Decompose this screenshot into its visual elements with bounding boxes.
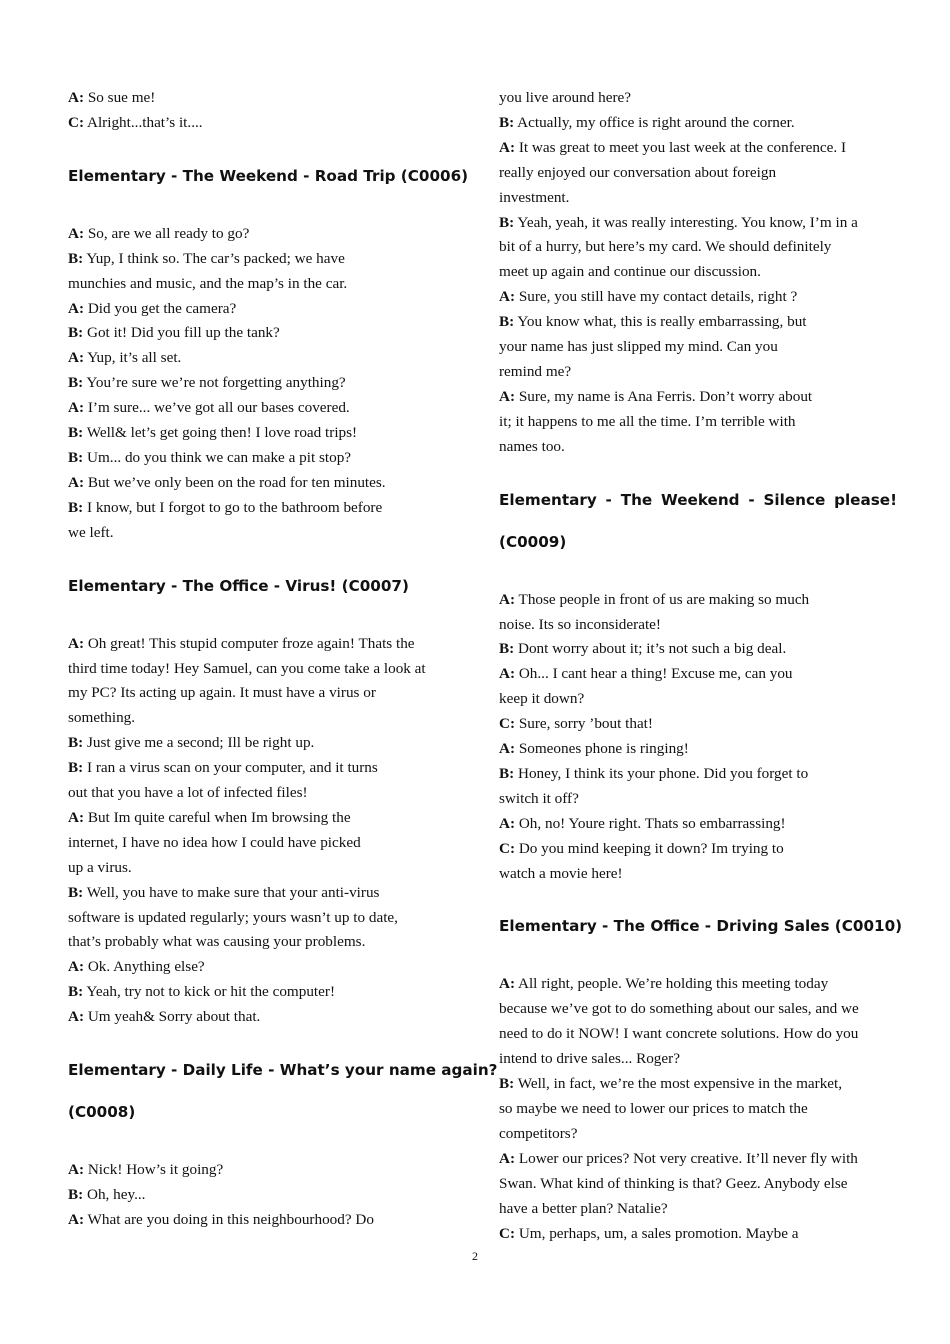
dialogue-line: [499, 111, 897, 136]
spacer: [499, 460, 897, 488]
spacer: [68, 1124, 468, 1158]
dialogue-text: munchies and music, and the map’s in the car.: [68, 274, 348, 292]
dialogue-text: something.: [68, 709, 136, 727]
speaker-label: B:: [68, 759, 84, 777]
dialogue-text: names too.: [499, 437, 565, 455]
dialogue-text: Do you mind keeping it down? Im trying to: [515, 839, 784, 857]
dialogue-text: I ran a virus scan on your computer, and it turns: [83, 759, 378, 777]
dialogue-text: Oh, hey...: [83, 1186, 146, 1203]
speaker-label: B:: [68, 424, 84, 442]
speaker-label: A:: [499, 740, 516, 758]
dialogue-line: [499, 613, 897, 638]
dialogue-text: You know what, this is really embarrassing, but: [514, 313, 807, 331]
dialogue-line: [499, 410, 897, 435]
dialogue-text: you live around here?: [499, 89, 631, 106]
dialogue-text: Sure, sorry ’bout that!: [515, 715, 653, 733]
dialogue-text: I know, but I forgot to go to the bathroom before: [83, 498, 383, 516]
dialogue-text: Lower our prices? Not very creative. It’ll never fly with: [515, 1149, 858, 1167]
dialogue-text: Yeah, yeah, it was really interesting. You know, I’m in a: [514, 213, 858, 231]
speaker-label: A:: [68, 89, 85, 106]
dialogue-line: [68, 1005, 468, 1030]
dialogue-line: [68, 681, 468, 706]
speaker-label: A:: [499, 975, 516, 993]
speaker-label: B:: [68, 883, 84, 901]
dialogue-text: Ok. Anything else?: [84, 958, 205, 976]
section-heading: (C0008): [68, 1103, 136, 1122]
dialogue-line: [499, 235, 897, 260]
speaker-label: B:: [499, 113, 515, 131]
dialogue-text: What are you doing in this neighbourhood? Do: [84, 1210, 374, 1228]
speaker-label: A:: [499, 590, 516, 608]
dialogue-text: Well, you have to make sure that your anti-virus: [83, 883, 380, 901]
dialogue-line: [68, 346, 468, 371]
dialogue-line: [499, 762, 897, 787]
dialogue-text: Um, perhaps, um, a sales promotion. Maybe a: [515, 1224, 799, 1242]
dialogue-line: [499, 285, 897, 310]
spacer: [68, 546, 468, 574]
section-heading: Elementary - The Office - Driving Sales (C0010): [499, 917, 903, 936]
spacer: [68, 1030, 468, 1058]
speaker-label: B:: [499, 1075, 515, 1093]
dialogue-line: [499, 1147, 897, 1172]
dialogue-text: really enjoyed our conversation about foreign: [499, 163, 777, 181]
dialogue-line: [499, 837, 897, 862]
speaker-label: A:: [68, 958, 85, 976]
dialogue-line: [68, 1158, 468, 1183]
dialogue-text: out that you have a lot of infected files!: [68, 784, 308, 802]
dialogue-text: Sure, my name is Ana Ferris. Don’t worry about: [515, 387, 813, 405]
dialogue-line: [68, 1208, 468, 1233]
dialogue-line: [68, 881, 468, 906]
speaker-label: A:: [68, 1161, 85, 1179]
dialogue-text: You’re sure we’re not forgetting anything?: [83, 374, 346, 392]
dialogue-line: [499, 385, 897, 410]
dialogue-text: Dont worry about it; it’s not such a big deal.: [514, 640, 787, 658]
dialogue-line: [499, 335, 897, 360]
dialogue-line: [499, 186, 897, 211]
speaker-label: A:: [68, 1008, 85, 1026]
dialogue-text: have a better plan? Natalie?: [499, 1199, 668, 1217]
dialogue-text: But Im quite careful when Im browsing the: [84, 808, 351, 826]
dialogue-line: [499, 637, 897, 662]
dialogue-text: Alright...that’s it....: [84, 113, 203, 131]
dialogue-text: my PC? Its acting up again. It must have a virus or: [68, 684, 376, 702]
dialogue-text: it; it happens to me all the time. I’m terrible with: [499, 412, 796, 430]
speaker-label: B:: [68, 448, 84, 466]
spacer: [68, 136, 468, 164]
dialogue-text: Got it! Did you fill up the tank?: [83, 324, 280, 342]
dialogue-line: [68, 272, 468, 297]
spacer: [68, 1082, 468, 1100]
dialogue-text: It was great to meet you last week at the conference. I: [515, 138, 847, 156]
dialogue-text: Oh... I cant hear a thing! Excuse me, can you: [515, 665, 793, 683]
dialogue-line: [68, 111, 468, 136]
dialogue-text: All right, people. We’re holding this meeting today: [515, 975, 829, 993]
dialogue-text: Did you get the camera?: [84, 299, 237, 317]
dialogue-line: [68, 321, 468, 346]
dialogue-line: [68, 980, 468, 1005]
dialogue-line: [68, 371, 468, 396]
dialogue-line: [68, 86, 468, 111]
dialogue-line: [499, 862, 897, 887]
dialogue-line: [499, 787, 897, 812]
dialogue-text: Oh great! This stupid computer froze again! Thats the: [84, 634, 415, 652]
dialogue-text: investment.: [499, 188, 570, 206]
dialogue-line: [68, 632, 468, 657]
speaker-label: B:: [68, 374, 84, 392]
dialogue-line: [68, 731, 468, 756]
dialogue-line: [499, 161, 897, 186]
dialogue-text: Yup, it’s all set.: [84, 349, 182, 367]
dialogue-line: [68, 446, 468, 471]
dialogue-line: [499, 360, 897, 385]
dialogue-text: Well, in fact, we’re the most expensive in the market,: [514, 1075, 843, 1093]
dialogue-text: Um... do you think we can make a pit stop?: [83, 448, 352, 466]
dialogue-line: [68, 222, 468, 247]
dialogue-line: [68, 831, 468, 856]
speaker-label: B:: [499, 313, 515, 331]
speaker-label: B:: [499, 213, 515, 231]
spacer: [499, 938, 897, 972]
speaker-label: C:: [499, 1224, 516, 1242]
speaker-label: C:: [68, 113, 85, 131]
dialogue-text: But we’ve only been on the road for ten minutes.: [84, 473, 386, 491]
dialogue-text: So sue me!: [84, 89, 156, 106]
dialogue-line: [68, 396, 468, 421]
speaker-label: B:: [68, 1186, 84, 1203]
dialogue-line: [68, 297, 468, 322]
dialogue-text: internet, I have no idea how I could have picked: [68, 833, 361, 851]
dialogue-text: Nick! How’s it going?: [84, 1161, 224, 1179]
dialogue-line: [499, 712, 897, 737]
dialogue-line: [68, 1183, 468, 1208]
dialogue-text: bit of a hurry, but here’s my card. We should definitely: [499, 238, 832, 256]
dialogue-line: [68, 955, 468, 980]
speaker-label: A:: [499, 387, 516, 405]
dialogue-line: [68, 706, 468, 731]
dialogue-text: Well& let’s get going then! I love road trips!: [83, 424, 358, 442]
dialogue-text: Honey, I think its your phone. Did you forget to: [514, 764, 809, 782]
dialogue-line: [499, 972, 897, 997]
dialogue-text: Yup, I think so. The car’s packed; we have: [83, 249, 345, 267]
dialogue-line: [499, 812, 897, 837]
speaker-label: B:: [68, 324, 84, 342]
dialogue-line: [499, 435, 897, 460]
speaker-label: B:: [499, 640, 515, 658]
dialogue-text: we left.: [68, 523, 114, 541]
section-heading: Elementary - The Weekend - Silence please!: [499, 490, 897, 509]
dialogue-line: [499, 687, 897, 712]
dialogue-line: [499, 86, 897, 111]
dialogue-line: [499, 737, 897, 762]
dialogue-text: Swan. What kind of thinking is that? Geez. Anybody else: [499, 1174, 848, 1192]
spacer: [499, 554, 897, 588]
speaker-label: B:: [68, 249, 84, 267]
dialogue-line: [68, 521, 468, 546]
dialogue-line: [499, 588, 897, 613]
dialogue-line: [499, 136, 897, 161]
dialogue-line: [68, 806, 468, 831]
dialogue-line: [499, 1122, 897, 1147]
section-heading: Elementary - The Weekend - Road Trip (C0006): [68, 166, 469, 185]
dialogue-line: [499, 1047, 897, 1072]
dialogue-line: [68, 496, 468, 521]
dialogue-text: because we’ve got to do something about our sales, and we: [499, 1000, 859, 1018]
dialogue-line: [499, 1222, 897, 1247]
dialogue-text: Yeah, try not to kick or hit the computer!: [83, 983, 336, 1001]
left-column: [68, 86, 498, 1233]
dialogue-text: Sure, you still have my contact details, right ?: [515, 288, 798, 306]
dialogue-line: [499, 1072, 897, 1097]
speaker-label: A:: [499, 665, 516, 683]
dialogue-line: [499, 997, 897, 1022]
right-column: [499, 86, 903, 1246]
dialogue-text: So, are we all ready to go?: [84, 224, 250, 242]
speaker-label: A:: [68, 808, 85, 826]
dialogue-text: Someones phone is ringing!: [515, 740, 689, 758]
dialogue-text: Um yeah& Sorry about that.: [84, 1008, 261, 1026]
dialogue-text: keep it down?: [499, 690, 585, 708]
dialogue-text: switch it off?: [499, 789, 579, 807]
dialogue-line: [499, 310, 897, 335]
speaker-label: A:: [499, 138, 516, 156]
speaker-label: A:: [499, 814, 516, 832]
section-heading: Elementary - Daily Life - What’s your name again?: [68, 1061, 498, 1080]
dialogue-text: Just give me a second; Ill be right up.: [83, 734, 315, 752]
speaker-label: A:: [68, 224, 85, 242]
speaker-label: B:: [68, 983, 84, 1001]
dialogue-text: your name has just slipped my mind. Can you: [499, 338, 778, 356]
dialogue-line: [499, 1097, 897, 1122]
dialogue-text: noise. Its so inconsiderate!: [499, 615, 661, 633]
page-number: 2: [472, 1249, 478, 1263]
dialogue-text: remind me?: [499, 362, 572, 380]
dialogue-text: watch a movie here!: [499, 864, 623, 882]
speaker-label: B:: [68, 498, 84, 516]
spacer: [499, 512, 897, 530]
speaker-label: C:: [499, 715, 516, 733]
speaker-label: A:: [68, 473, 85, 491]
dialogue-line: [499, 662, 897, 687]
dialogue-line: [499, 260, 897, 285]
dialogue-line: [499, 211, 897, 236]
section-heading: Elementary - The Office - Virus! (C0007): [68, 576, 409, 595]
speaker-label: A:: [68, 399, 85, 417]
speaker-label: B:: [68, 734, 84, 752]
dialogue-text: Actually, my office is right around the corner.: [514, 113, 795, 131]
dialogue-text: Those people in front of us are making so much: [515, 590, 810, 608]
dialogue-text: that’s probably what was causing your problems.: [68, 933, 366, 951]
speaker-label: A:: [499, 288, 516, 306]
dialogue-line: [68, 930, 468, 955]
dialogue-line: [68, 856, 468, 881]
speaker-label: A:: [68, 349, 85, 367]
dialogue-line: [499, 1172, 897, 1197]
speaker-label: A:: [499, 1149, 516, 1167]
dialogue-text: need to do it NOW! I want concrete solutions. How do you: [499, 1025, 859, 1043]
dialogue-line: [68, 247, 468, 272]
dialogue-text: meet up again and continue our discussion.: [499, 263, 761, 281]
dialogue-line: [68, 657, 468, 682]
dialogue-text: intend to drive sales... Roger?: [499, 1050, 680, 1068]
dialogue-text: up a virus.: [68, 858, 132, 876]
dialogue-text: Oh, no! Youre right. Thats so embarrassing!: [515, 814, 786, 832]
dialogue-text: competitors?: [499, 1124, 578, 1142]
dialogue-line: [68, 756, 468, 781]
speaker-label: A:: [68, 299, 85, 317]
dialogue-text: I’m sure... we’ve got all our bases covered.: [84, 399, 350, 417]
dialogue-line: [68, 421, 468, 446]
section-heading: (C0009): [499, 532, 567, 551]
dialogue-text: software is updated regularly; yours wasn’t up to date,: [68, 908, 398, 926]
speaker-label: A:: [68, 1210, 85, 1228]
spacer: [68, 188, 468, 222]
dialogue-text: so maybe we need to lower our prices to match the: [499, 1100, 808, 1117]
spacer: [499, 886, 897, 914]
speaker-label: C:: [499, 839, 516, 857]
spacer: [68, 598, 468, 632]
dialogue-line: [68, 781, 468, 806]
dialogue-text: third time today! Hey Samuel, can you come take a look at: [68, 659, 426, 677]
dialogue-line: [499, 1022, 897, 1047]
dialogue-line: [68, 471, 468, 496]
speaker-label: B:: [499, 764, 515, 782]
speaker-label: A:: [68, 634, 85, 652]
dialogue-line: [68, 906, 468, 931]
dialogue-line: [499, 1197, 897, 1222]
